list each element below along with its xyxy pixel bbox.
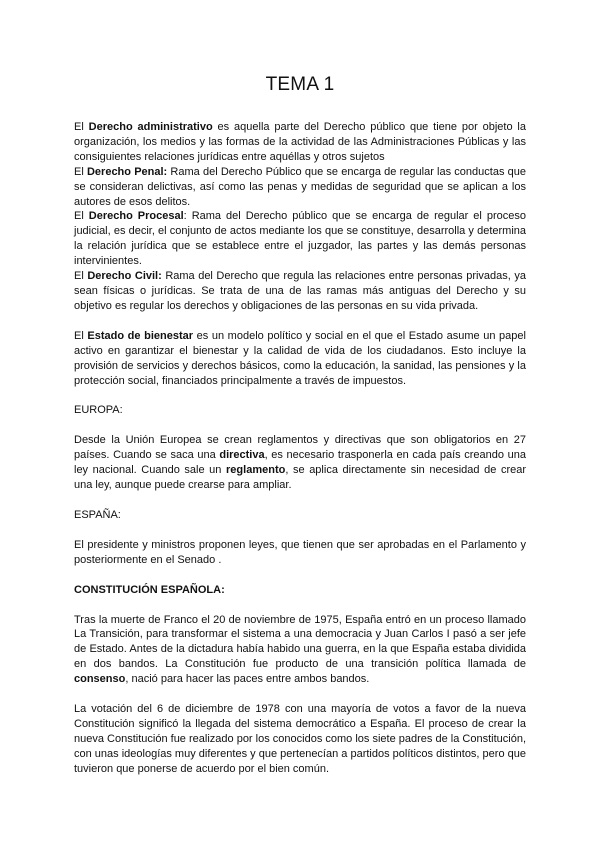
term-reglamento: reglamento [226, 464, 286, 477]
definition-penal [74, 165, 526, 210]
definition-text: es aquella parte del Derecho público que tiene por objeto la organización, los medios y las formas de la actividad de las Administraciones Públicas y las consiguientes relaciones jurídicas entre aquéllas y otros sujetos [74, 121, 526, 163]
constitucion-heading-text: CONSTITUCIÓN ESPAÑOLA: [74, 583, 225, 596]
estado-bienestar-paragraph [74, 329, 526, 389]
constitucion-heading [74, 583, 526, 598]
document-body [74, 120, 526, 777]
definition-procesal [74, 209, 526, 269]
text-span: El [74, 329, 88, 342]
definition-text: : Rama del Derecho público que se encarga de regular el proceso judicial, es decir, el conjunto de actos mediante los que se constituye, desarrolla y determina la relación jurídica que se establece entre el juzgador, las partes y las demás personas intervinientes. [74, 210, 526, 268]
definition-administrativo [74, 120, 526, 165]
espana-heading: ESPAÑA: [74, 508, 121, 521]
term-consenso: consenso [74, 673, 126, 686]
europa-heading: EUROPA: [74, 404, 123, 417]
term-procesal: Derecho Procesal [88, 210, 184, 223]
text-span: El [74, 270, 88, 283]
text-span: El [74, 121, 89, 133]
constitucion-paragraph-1 [74, 613, 526, 688]
constitucion-paragraph-2: La votación del 6 de diciembre de 1978 con una mayoría de votos a favor de la nueva Constitución significó la llegada del sistema democrático a España. El proceso de crear la nueva Constitución fue realizado por los conocidos como los siete padres de la Constitución, con unas ideologías muy diferentes y que pertenecían a partidos políticos distintos, pero que tuvieron que ponerse de acuerdo por el bien común. [74, 703, 526, 775]
term-directiva: directiva [219, 449, 265, 462]
text-span: El [74, 165, 87, 178]
page-title: TEMA 1 [265, 74, 335, 95]
text-span: Desde la Unión Europea se crean reglamentos y directivas que son obligatorios en 27 países. Cuando se saca una [74, 434, 526, 462]
espana-paragraph: El presidente y ministros proponen leyes, que tienen que ser aprobadas en el Parlamento y posteriormente en el Senado . [74, 538, 526, 566]
text-span: , se aplica directamente sin necesidad de crear una ley, aunque puede crearse para ampliar. [74, 464, 527, 492]
term-penal: Derecho Penal: [86, 165, 168, 178]
definition-civil [74, 269, 526, 314]
text-span: Tras la muerte de Franco el 20 de noviembre de 1975, España entró en un proceso llamado La Transición, para transformar el sistema a una democracia y Juan Carlos I pasó a ser jefe de Estado. Antes de la dictadura había habido una guerra, en la que España estaba dividida en dos bandos. La Constitución fue producto de una transición política llamada de [74, 613, 526, 671]
definition-text: Rama del Derecho que regula las relaciones entre personas privadas, ya sean físicas o jurídicas. Se trata de una de las ramas más antiguas del Derecho y su objetivo es regular los derechos y obligaciones de las personas en su vida privada. [74, 270, 526, 312]
term-estado-bienestar: Estado de bienestar [87, 329, 194, 342]
europa-paragraph [74, 433, 526, 493]
text-span: , nació para hacer las paces entre ambos bandos. [125, 673, 370, 686]
text-span: El [74, 210, 89, 223]
text-span: , es necesario trasponerla en cada país creando una ley nacional. Cuando sale un [74, 449, 526, 477]
bienestar-text: es un modelo político y social en el que el Estado asume un papel activo en garantizar el bienestar y la calidad de vida de los ciudadanos. Esto incluye la provisión de servicios y derechos básicos, como la educación, la sanidad, las pensiones y la protección social, financiados principalmente a través de impuestos. [74, 329, 526, 387]
definition-text: Rama del Derecho Público que se encarga de regular las conductas que se consideran delictivas, así como las penas y medidas de seguridad que se aplican a los autores de esos delitos. [74, 165, 527, 208]
term-civil: Derecho Civil: [87, 270, 162, 283]
term-administrativo: Derecho administrativo [88, 121, 213, 133]
